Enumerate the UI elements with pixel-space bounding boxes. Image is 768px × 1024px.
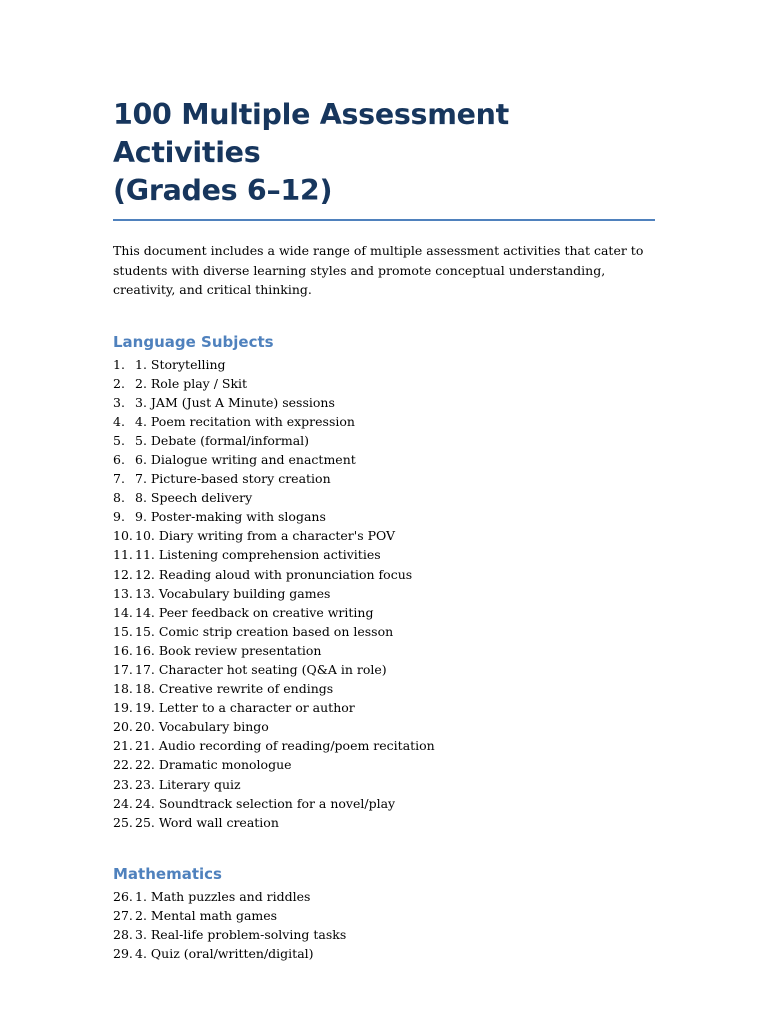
list-item (113, 755, 655, 774)
list-item-text: 7. Picture-based story creation (135, 471, 331, 487)
list-item-number: 16. (113, 642, 133, 658)
list-item-text: 14. Peer feedback on creative writing (135, 604, 374, 620)
mathematics-list (113, 887, 655, 963)
list-item (113, 603, 655, 622)
list-item-number: 9. (113, 509, 125, 525)
list-item (113, 450, 655, 469)
list-item-text: 1. Math puzzles and riddles (135, 888, 311, 904)
list-item-number: 25. (113, 814, 133, 830)
list-item-text: 20. Vocabulary bingo (135, 719, 269, 735)
list-item (113, 355, 655, 374)
list-item (113, 925, 655, 944)
list-item-number: 28. (113, 927, 133, 943)
list-item-number: 13. (113, 585, 133, 601)
section-heading-language-subjects: Language Subjects (113, 332, 274, 351)
list-item-number: 8. (113, 490, 125, 506)
document-page (113, 96, 655, 963)
list-item-number: 11. (113, 547, 133, 563)
list-item-text: 24. Soundtrack selection for a novel/play (135, 795, 396, 811)
list-item-number: 27. (113, 907, 133, 923)
list-item-text: 2. Role play / Skit (135, 375, 248, 391)
list-item-text: 10. Diary writing from a character's POV (135, 528, 396, 544)
list-item (113, 679, 655, 698)
list-item (113, 660, 655, 679)
list-item-text: 4. Quiz (oral/written/digital) (135, 946, 314, 962)
list-item-number: 2. (113, 375, 125, 391)
list-item-text: 3. JAM (Just A Minute) sessions (135, 394, 335, 410)
list-item (113, 431, 655, 450)
list-item-text: 1. Storytelling (135, 356, 226, 372)
list-item-text: 6. Dialogue writing and enactment (135, 451, 356, 467)
list-item (113, 584, 655, 603)
list-item (113, 736, 655, 755)
list-item-number: 14. (113, 604, 133, 620)
list-item (113, 813, 655, 832)
list-item-text: 13. Vocabulary building games (135, 585, 331, 601)
list-item (113, 412, 655, 431)
list-item-number: 19. (113, 700, 133, 716)
list-item-text: 5. Debate (formal/informal) (135, 432, 310, 448)
list-item-number: 10. (113, 528, 133, 544)
list-item-text: 15. Comic strip creation based on lesson (135, 623, 394, 639)
list-item (113, 906, 655, 925)
list-item (113, 887, 655, 906)
list-item (113, 698, 655, 717)
language-subjects-list (113, 355, 655, 832)
list-item (113, 641, 655, 660)
list-item-number: 6. (113, 451, 125, 467)
list-item-number: 26. (113, 888, 133, 904)
list-item (113, 794, 655, 813)
section-heading-mathematics: Mathematics (113, 864, 222, 883)
list-item-number: 29. (113, 946, 133, 962)
list-item-number: 22. (113, 757, 133, 773)
list-item-text: 4. Poem recitation with expression (135, 413, 355, 429)
list-item-text: 25. Word wall creation (135, 814, 279, 830)
list-item-number: 18. (113, 681, 133, 697)
list-item-number: 1. (113, 356, 125, 372)
list-item (113, 622, 655, 641)
list-item-text: 19. Letter to a character or author (135, 700, 355, 716)
title-line-1: 100 Multiple Assessment Activities (113, 98, 509, 169)
list-item-text: 2. Mental math games (135, 907, 278, 923)
list-item-number: 20. (113, 719, 133, 735)
list-item (113, 545, 655, 564)
list-item-number: 23. (113, 776, 133, 792)
list-item-number: 24. (113, 795, 133, 811)
list-item-number: 12. (113, 566, 133, 582)
list-item (113, 507, 655, 526)
title-line-2: (Grades 6–12) (113, 174, 333, 207)
list-item-text: 8. Speech delivery (135, 490, 253, 506)
intro-paragraph: This document includes a wide range of multiple assessment activities that cater to students with diverse learning styles and promote conceptual understanding, creativity, and critical thinking. (113, 243, 644, 297)
list-item-text: 12. Reading aloud with pronunciation focus (135, 566, 413, 582)
list-item-text: 3. Real-life problem-solving tasks (135, 927, 347, 943)
list-item-text: 16. Book review presentation (135, 642, 322, 658)
list-item (113, 717, 655, 736)
list-item (113, 488, 655, 507)
list-item-text: 17. Character hot seating (Q&A in role) (135, 662, 387, 677)
list-item-text: 22. Dramatic monologue (135, 757, 292, 773)
list-item-number: 17. (113, 662, 133, 677)
list-item (113, 565, 655, 584)
list-item-text: 21. Audio recording of reading/poem recitation (135, 738, 435, 754)
list-item-text: 11. Listening comprehension activities (135, 547, 381, 563)
list-item-number: 15. (113, 623, 133, 639)
list-item-text: 9. Poster-making with slogans (135, 509, 326, 525)
list-item-number: 3. (113, 394, 125, 410)
list-item (113, 469, 655, 488)
list-item-number: 4. (113, 413, 125, 429)
list-item (113, 944, 655, 963)
list-item (113, 526, 655, 545)
list-item (113, 393, 655, 412)
list-item (113, 775, 655, 794)
list-item-number: 5. (113, 432, 125, 448)
list-item-number: 21. (113, 738, 133, 754)
list-item-number: 7. (113, 471, 125, 487)
list-item-text: 23. Literary quiz (135, 776, 241, 792)
list-item (113, 374, 655, 393)
list-item-text: 18. Creative rewrite of endings (135, 681, 334, 697)
document-title (113, 96, 655, 221)
